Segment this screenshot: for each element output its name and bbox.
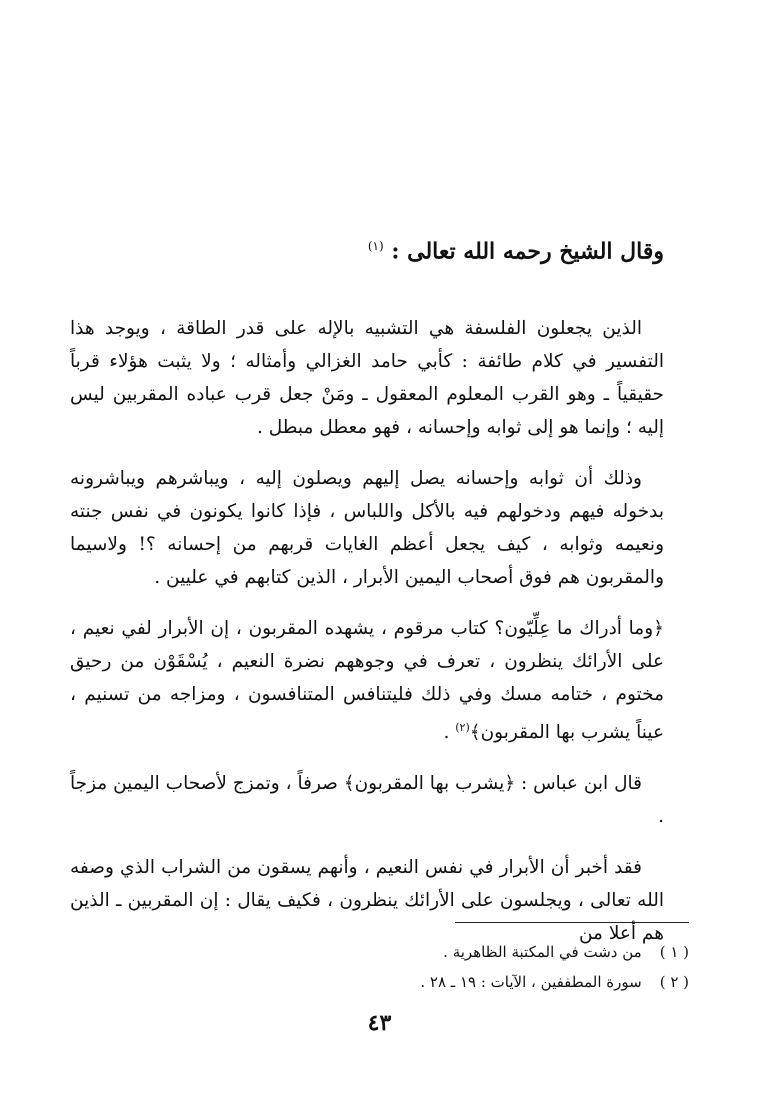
quran-footnote-ref: (٢) <box>455 721 470 734</box>
paragraph: الذين يجعلون الفلسفة هي التشبيه بالإله على قدر الطاقة ، ويوجد هذا التفسير في كلام طائفة : كأبي حامد الغزالي وأمثاله ؛ ولا يثبت هؤلاء قرباً حقيقياً ـ وهو القرب المعلوم المعقول ـ ومَنْ جعل قرب عباده المقربين ليس إليه ؛ وإنما هو إلى ثوابه وإحسانه ، فهو معطل مبطل . <box>70 318 664 438</box>
footnote-number: ( ٢ ) <box>659 973 689 991</box>
paragraph: قال ابن عباس : ﴿يشرب بها المقربون﴾ صرفاً ، وتمزج لأصحاب اليمين مزجاً . <box>70 773 664 828</box>
section-heading <box>94 226 664 271</box>
page-number: ٤٣ <box>367 1010 392 1036</box>
footnote-text: من دشت في المكتبة الظاهرية . <box>443 943 642 961</box>
footnote-number: ( ١ ) <box>659 943 689 961</box>
paragraph: وذلك أن ثوابه وإحسانه يصل إليهم ويصلون إليه ، ويباشرهم ويباشرونه بدخوله فيهم ودخولهم فيه بالأكل واللباس ، فإذا كانوا يكونون في نفس جنته ونعيمه وثوابه ، كيف يجعل أعظم الغايات قربهم من إحسانه ؟! ولاسيما والمقربون هم فوق أصحاب اليمين الأبرار ، الذين كتابهم في عليين . <box>70 468 664 588</box>
quran-quote-paragraph <box>70 612 664 749</box>
footnotes <box>69 937 689 997</box>
heading-title: وقال الشيخ رحمه الله تعالى : <box>391 238 664 265</box>
paragraph: فقد أخبر أن الأبرار في نفس النعيم ، وأنهم يسقون من الشراب الذي وصفه الله تعالى ، ويجلسون على الأرائك ينظرون ، فكيف يقال : إن المقربين ـ الذين هم أعلا من <box>70 857 664 945</box>
body-text <box>70 312 664 968</box>
footnote <box>69 967 689 997</box>
quran-end-mark: . <box>443 722 456 744</box>
footnote-divider <box>455 922 689 923</box>
footnote <box>69 937 689 967</box>
footnote-text: سورة المطففين ، الآيات : ١٩ ـ ٢٨ . <box>420 973 642 991</box>
quran-quote: ﴿وما أدراك ما عِلِّيّون؟ كتاب مرقوم ، يشهده المقربون ، إن الأبرار لفي نعيم ، على الأرائك ينظرون ، تعرف في وجوههم نضرة النعيم ، يُسْقَوْن من رحيق مختوم ، ختامه مسك وفي ذلك فليتنافس المتنافسون ، ومزاجه من تسنيم ، عيناً يشرب بها المقربون﴾ <box>70 618 664 744</box>
heading-footnote-ref: (١) <box>367 239 384 253</box>
